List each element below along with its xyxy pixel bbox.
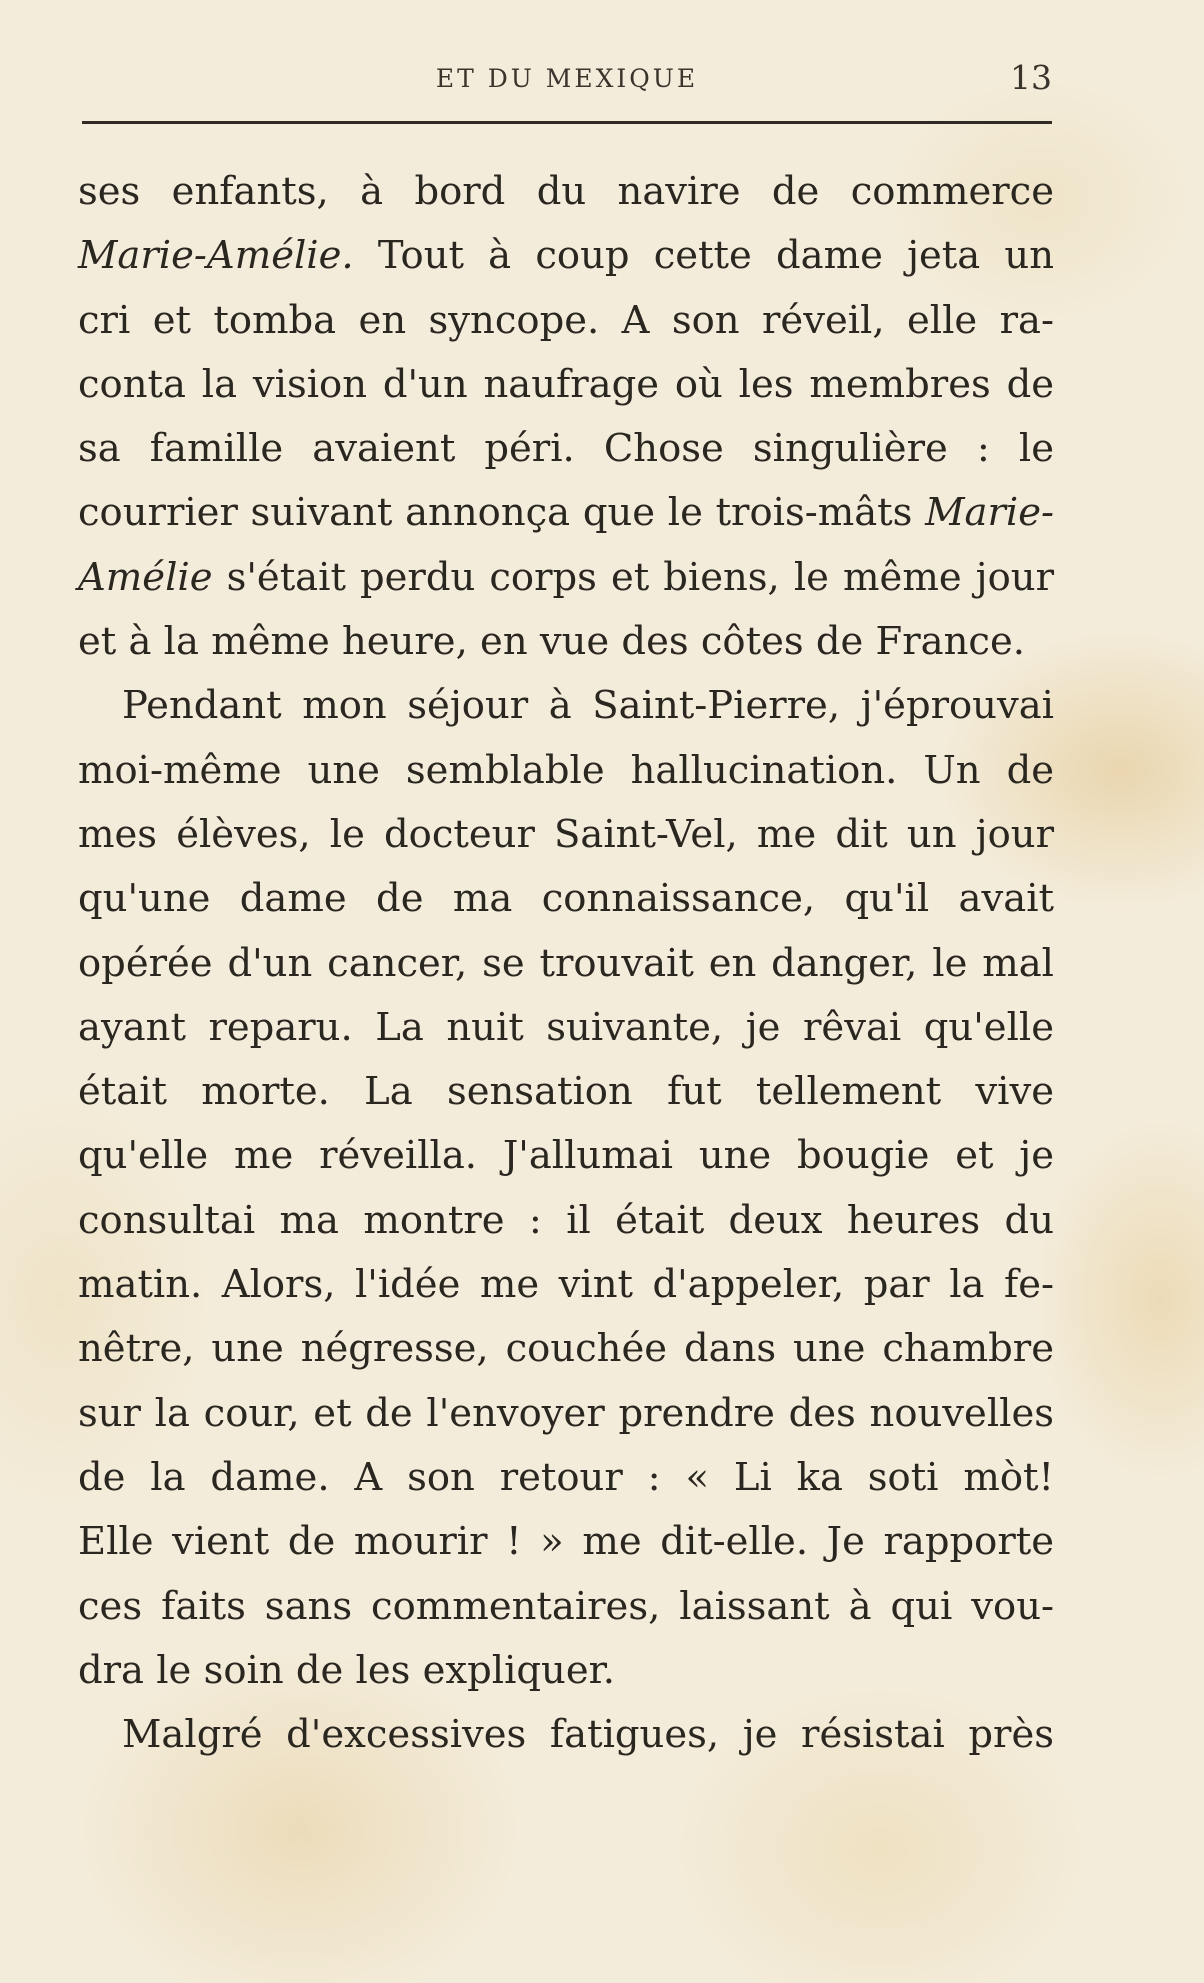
text-line: Marie-Amélie. Tout à coup cette dame jeta un	[78, 233, 1054, 279]
text-line: courrier suivant annonça que le trois-mâts Marie-	[78, 490, 1054, 536]
text-line: sa famille avaient péri. Chose singulière : le	[78, 426, 1054, 472]
text-line: ses enfants, à bord du navire de commerce	[78, 169, 1054, 214]
text-line: moi-même une semblable hallucination. Un de	[78, 747, 1054, 793]
text-line: Malgré d'excessives fatigues, je résistai près	[122, 1712, 1054, 1758]
text-line: ces faits sans commentaires, laissant à qui vou-	[78, 1583, 1054, 1629]
paragraph-3	[78, 1703, 1054, 1767]
text-line: Amélie s'était perdu corps et biens, le même jour	[78, 554, 1054, 600]
text-line: opérée d'un cancer, se trouvait en danger, le mal	[78, 940, 1054, 986]
text-line: conta la vision d'un naufrage où les membres de	[78, 361, 1054, 407]
italic-title: Marie-	[925, 490, 1054, 536]
page-number: 13	[1010, 58, 1052, 97]
paragraph-2	[78, 674, 1054, 1703]
text-line: sur la cour, et de l'envoyer prendre des nouvelles	[78, 1390, 1054, 1436]
text-line: était morte. La sensation fut tellement vive	[78, 1069, 1054, 1115]
text-line: ayant reparu. La nuit suivante, je rêvai qu'elle	[78, 1004, 1054, 1050]
body-text	[78, 160, 1054, 1767]
text-line: qu'une dame de ma connaissance, qu'il avait	[78, 876, 1054, 922]
text-line: Pendant mon séjour à Saint-Pierre, j'éprouvai	[122, 683, 1054, 729]
page-header	[82, 58, 1052, 102]
paragraph-1	[78, 160, 1054, 674]
running-title: ET DU MEXIQUE	[435, 64, 699, 93]
text-line: et à la même heure, en vue des côtes de France.	[78, 619, 1025, 665]
text-line: consultai ma montre : il était deux heures du	[78, 1197, 1054, 1243]
text-line: cri et tomba en syncope. A son réveil, elle ra-	[78, 297, 1054, 343]
text-line: qu'elle me réveilla. J'allumai une bougie et je	[78, 1133, 1054, 1179]
text-line: nêtre, une négresse, couchée dans une chambre	[78, 1326, 1054, 1372]
text-line: mes élèves, le docteur Saint-Vel, me dit un jour	[78, 811, 1054, 857]
text-line: de la dame. A son retour : « Li ka soti mòt!	[78, 1454, 1054, 1500]
text-line: matin. Alors, l'idée me vint d'appeler, par la fe-	[78, 1262, 1054, 1308]
italic-title: Marie-Amélie.	[78, 233, 354, 279]
italic-title: Amélie	[78, 554, 213, 600]
text-line: Elle vient de mourir ! » me dit-elle. Je rapporte	[78, 1519, 1054, 1565]
header-rule	[82, 121, 1052, 124]
text-line: dra le soin de les expliquer.	[78, 1647, 616, 1693]
